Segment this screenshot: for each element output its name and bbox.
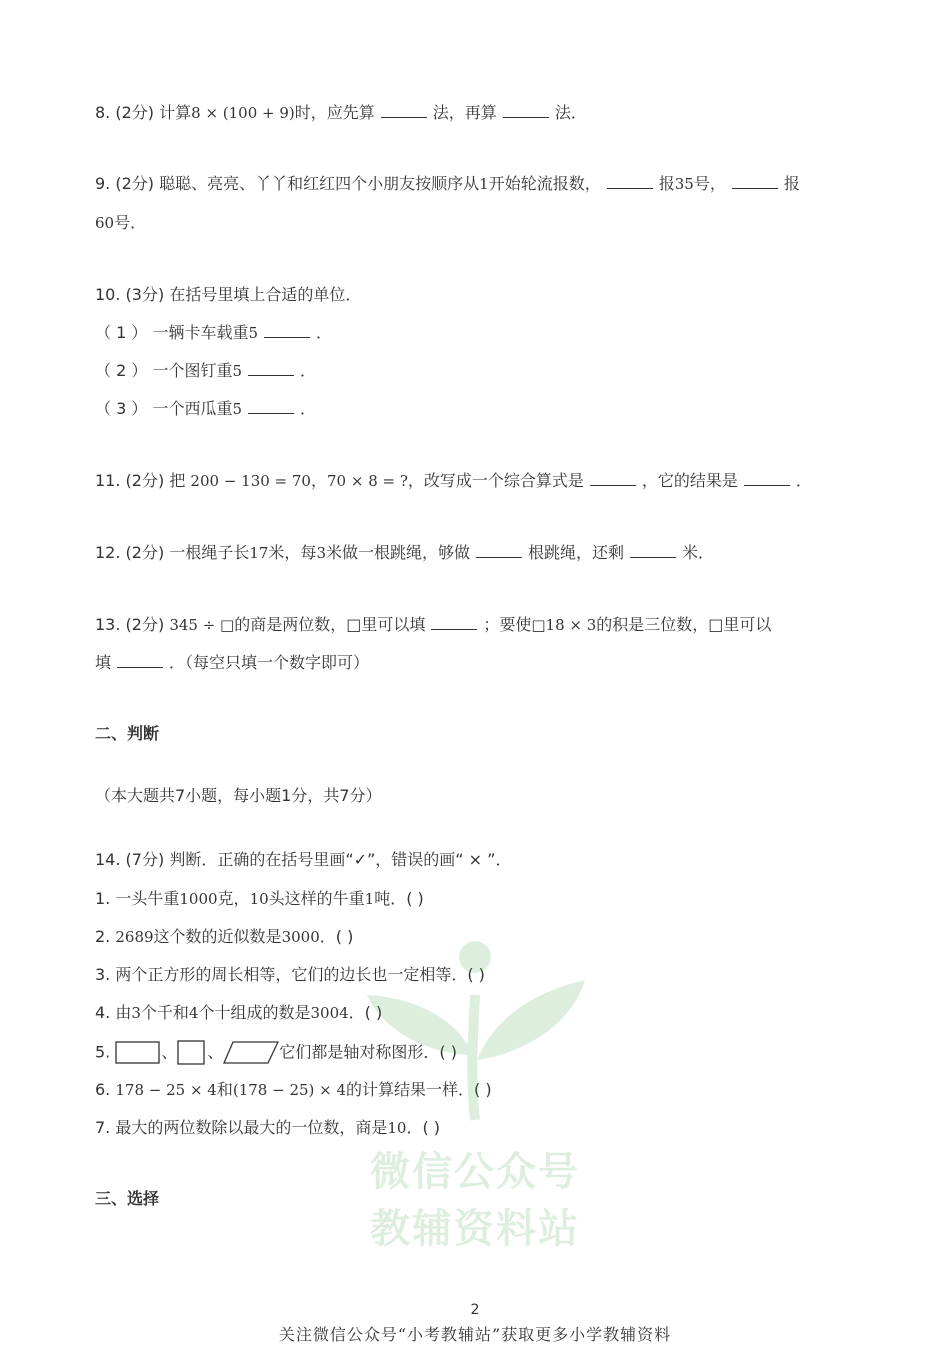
- answer-blank[interactable]: [503, 103, 549, 118]
- q13-expr1: 345 ÷ □: [169, 616, 235, 634]
- judge-item: [95, 1079, 492, 1101]
- answer-blank[interactable]: [431, 615, 477, 630]
- q11-number: 11.: [95, 471, 121, 490]
- item-end: ．: [300, 399, 317, 418]
- q12-num2: 3: [316, 544, 326, 562]
- item-text: 一个图钉重: [152, 361, 233, 380]
- item-separator: 、: [161, 1042, 178, 1062]
- item-math: 3004: [310, 1004, 349, 1022]
- judge-item: [95, 926, 353, 948]
- item-math: 10: [387, 1119, 407, 1137]
- item-math: 3000: [281, 928, 320, 946]
- q13-expr2: □18 × 3: [531, 616, 597, 634]
- q12-text1: 米，每: [268, 543, 317, 562]
- q12-text2: 米做一根跳绳，够做: [325, 543, 470, 562]
- item-math: 178 − 25 × 4: [115, 1081, 217, 1099]
- question-14: [95, 849, 511, 871]
- q12-number: 12.: [95, 543, 121, 562]
- answer-blank[interactable]: [590, 471, 636, 486]
- item-label: （ 3 ）: [95, 399, 148, 418]
- item-end: ．: [300, 361, 317, 380]
- answer-blank[interactable]: [248, 361, 294, 376]
- question-13: [95, 614, 771, 636]
- q8-text-end: 法．: [554, 103, 587, 122]
- q8-text: 计算: [159, 103, 192, 122]
- item-answer-parens[interactable]: ．( ): [348, 1003, 383, 1022]
- q9-num1: 1: [479, 175, 489, 193]
- q14-score: (7分): [125, 850, 165, 869]
- item-text: 一辆卡车载重: [152, 323, 249, 342]
- item-text: 一个西瓜重: [152, 399, 233, 418]
- q9-text: 聪聪、亮亮、丫丫和红红四个小朋友按顺序从: [159, 174, 480, 193]
- q11-text-mid2: ，它的结果是: [641, 471, 738, 490]
- q9-text-mid2: 号，: [693, 174, 726, 193]
- q12-text4: 米．: [682, 543, 715, 562]
- section-note: （本大题共7小题，每小题1分，共7分）: [95, 786, 382, 805]
- item-answer-parens[interactable]: ．( ): [406, 1118, 441, 1137]
- question-11: [95, 470, 812, 492]
- q13-text3: 的积是三位数，□里可以: [596, 615, 772, 634]
- q11-score: (2分): [125, 471, 165, 490]
- q11-expr2: 70 × 8 = ?: [327, 472, 408, 490]
- q9-num2: 35: [674, 175, 694, 193]
- parallelogram-shape-icon: [223, 1041, 279, 1065]
- item-separator: 、: [207, 1042, 224, 1062]
- item-math: 2689: [115, 928, 154, 946]
- q13-text1: 的商是两位数，□里可以填: [234, 615, 426, 634]
- item-value: 5: [248, 324, 259, 342]
- watermark-text-1: 微信公众号: [370, 1149, 580, 1195]
- question-12: [95, 542, 714, 564]
- item-math: 1000: [179, 890, 218, 908]
- q10-score: (3分): [125, 285, 165, 304]
- q10-item: [95, 360, 316, 382]
- question-10: [95, 284, 361, 306]
- item-text: 个十组成的数是: [198, 1003, 311, 1022]
- q9-text-line2: 号．: [114, 213, 147, 232]
- item-text[interactable]: 3. 两个正方形的周长相等，它们的边长也一定相等．( ): [95, 965, 485, 984]
- q12-score: (2分): [125, 543, 165, 562]
- page-footer: 关注微信公众号“小考教辅站”获取更多小学教辅资料: [278, 1325, 672, 1344]
- item-math: (178 − 25) × 4: [232, 1081, 347, 1099]
- question-13-line2: [95, 652, 369, 674]
- item-text: 个千和: [140, 1003, 189, 1022]
- q9-text-end: 报: [783, 174, 800, 193]
- q14-text: 判断．正确的在括号里画“✓”，错误的画“ × ”．: [169, 850, 512, 869]
- q11-expr1: 200 − 130 = 70: [190, 472, 311, 490]
- answer-blank[interactable]: [248, 399, 294, 414]
- q13-score: (2分): [125, 615, 165, 634]
- answer-blank[interactable]: [732, 174, 778, 189]
- q8-text-mid2: 法，再算: [432, 103, 497, 122]
- item-answer-parens[interactable]: 吨．( ): [374, 889, 424, 908]
- judge-item: [95, 888, 424, 910]
- q11-text-mid: ，改写成一个综合算式是: [407, 471, 584, 490]
- square-shape-icon: [177, 1040, 207, 1066]
- item-text: 克，: [217, 889, 250, 908]
- item-text: 6.: [95, 1080, 111, 1099]
- q12-text3: 根跳绳，还剩: [528, 543, 625, 562]
- item-answer-parens[interactable]: 的计算结果一样．( ): [346, 1080, 492, 1099]
- item-text: 1. 一头牛重: [95, 889, 180, 908]
- answer-blank[interactable]: [630, 543, 676, 558]
- item-math: 3: [131, 1004, 141, 1022]
- item-text: 5.: [95, 1042, 111, 1062]
- q10-text: 在括号里填上合适的单位．: [169, 285, 362, 304]
- q9-number: 9.: [95, 174, 111, 193]
- watermark-text-2: 教辅资料站: [370, 1206, 580, 1252]
- q11-sep: ，: [310, 471, 327, 490]
- item-label: （ 1 ）: [95, 323, 148, 342]
- page-number: 2: [470, 1302, 480, 1318]
- item-text: 7. 最大的两位数除以最大的一位数，商是: [95, 1118, 388, 1137]
- answer-blank[interactable]: [117, 653, 163, 668]
- q13-number: 13.: [95, 615, 121, 634]
- q9-num3: 60: [95, 214, 115, 232]
- judge-item: [95, 1002, 382, 1024]
- item-text[interactable]: 它们都是轴对称图形．( ): [279, 1042, 457, 1062]
- question-9: [95, 173, 800, 195]
- item-text: 头这样的牛重: [268, 889, 365, 908]
- q8-text-mid: 时，应先算: [294, 103, 375, 122]
- item-text: 和: [216, 1080, 233, 1099]
- q10-item: [95, 398, 316, 420]
- q10-number: 10.: [95, 285, 121, 304]
- item-text: 2.: [95, 927, 111, 946]
- item-answer-parens[interactable]: ．( ): [319, 927, 354, 946]
- q13-text2: ；要使: [483, 615, 532, 634]
- rectangle-shape-icon: [115, 1041, 161, 1065]
- q9-text-mid: 报: [658, 174, 675, 193]
- item-math: 1: [364, 890, 375, 908]
- judge-item: [95, 964, 485, 986]
- q8-number: 8.: [95, 103, 111, 122]
- item-text: 这个数的近似数是: [153, 927, 282, 946]
- item-text: 4. 由: [95, 1003, 132, 1022]
- judge-item: [95, 1040, 457, 1066]
- q11-text: 把: [169, 471, 186, 490]
- q12-num1: 17: [249, 544, 269, 562]
- item-value: 5: [232, 400, 243, 418]
- item-label: （ 2 ）: [95, 361, 148, 380]
- judge-item: [95, 1117, 440, 1139]
- q10-item: [95, 322, 332, 344]
- answer-blank[interactable]: [744, 471, 790, 486]
- answer-blank[interactable]: [476, 543, 522, 558]
- item-math: 4: [188, 1004, 199, 1022]
- q12-text: 一根绳子长: [169, 543, 250, 562]
- q11-text-end: ．: [795, 471, 812, 490]
- q8-expression: 8 × (100 + 9): [191, 104, 295, 122]
- section-heading: 二、判断: [95, 724, 160, 743]
- q13-line2b: ．（每空只填一个数字即可）: [169, 653, 370, 672]
- question-9-line2: [95, 212, 146, 234]
- q13-line2a: 填: [95, 653, 112, 672]
- item-value: 5: [232, 362, 243, 380]
- answer-blank[interactable]: [381, 103, 427, 118]
- item-math: 10: [249, 890, 269, 908]
- q9-text-b: 开始轮流报数，: [488, 174, 601, 193]
- answer-blank[interactable]: [607, 174, 653, 189]
- q8-score: (2分): [115, 103, 155, 122]
- q14-number: 14.: [95, 850, 121, 869]
- item-end: ．: [316, 323, 333, 342]
- answer-blank[interactable]: [264, 323, 310, 338]
- section-heading: 三、选择: [95, 1189, 160, 1208]
- q9-score: (2分): [115, 174, 155, 193]
- question-8: [95, 102, 587, 124]
